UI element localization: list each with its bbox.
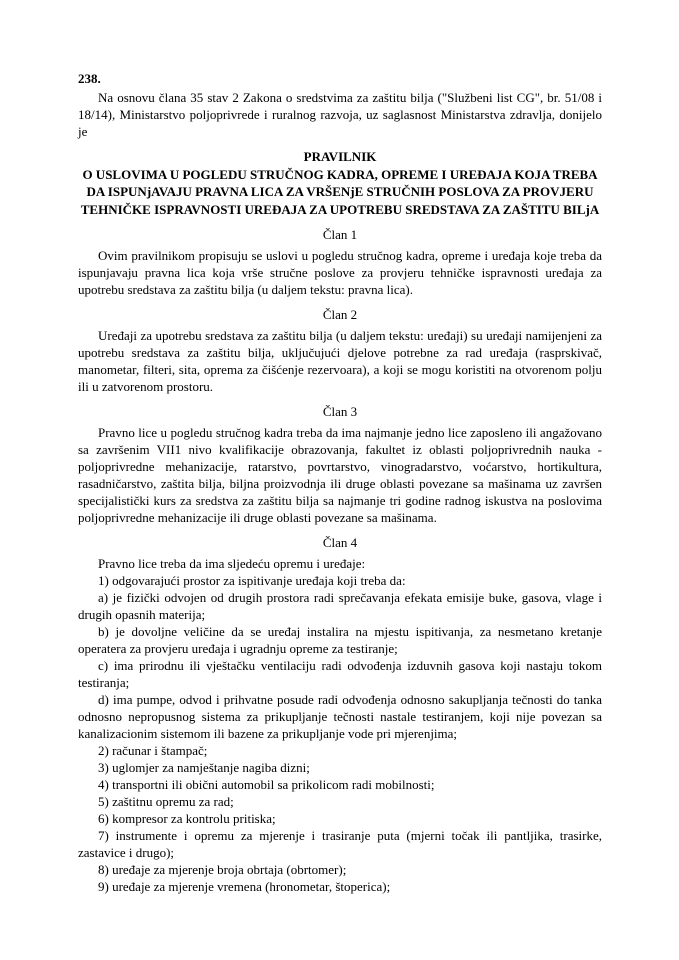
- article-paragraph: 2) računar i štampač;: [98, 743, 208, 758]
- document-sections: [78, 226, 602, 895]
- article-paragraph: 4) transportni ili obični automobil sa prikolicom radi mobilnosti;: [98, 777, 435, 792]
- article-paragraph: Pravno lice u pogledu stručnog kadra treba da ima najmanje jedno lice zaposleno ili angažovano sa završenim VII1 nivo kvalifikacije obrazovanja, fakultet iz oblasti poljoprivrednih nauka - poljoprivredne mehanizacije, ratarstvo, povrtarstvo, vinogradarstvo, voćarstvo, hortikultura, rasadničarstvo, zaštita bilja, biljna proizvodnja ili druge oblasti povezane sa mašinama uz završen specijalistički kurs za sredstva za zaštitu bilja sa najmanje tri godine radnog iskustva na poslovima poljoprivredne mehanizacije ili druge oblasti povezane sa mašinama.: [78, 425, 602, 525]
- title-line-pravilnik: PRAVILNIK: [303, 149, 377, 164]
- article-paragraph: 3) uglomjer za namještanje nagiba dizni;: [98, 760, 310, 775]
- article-paragraph: Uređaji za upotrebu sredstava za zaštitu bilja (u daljem tekstu: uređaji) su uređaji namijenjeni za upotrebu sredstava za zaštitu bilja, uključujući djelove potrebne za rad uređaja (rasprskivač, manometar, filteri, sita, oprema za čišćenje rezervoara), a koji se mogu koristiti na otvorenom polju ili u zatvorenom prostoru.: [78, 328, 602, 394]
- article-paragraph: a) je fizički odvojen od drugih prostora radi sprečavanja efekata emisije buke, gasova, vlage i drugih opasnih materija;: [78, 590, 602, 622]
- article-paragraph: 8) uređaje za mjerenje broja obrtaja (obrtomer);: [98, 862, 347, 877]
- article-paragraph: Ovim pravilnikom propisuju se uslovi u pogledu stručnog kadra, opreme i uređaja koje treba da ispunjavaju pravna lica koja vrše stručne poslove za provjeru tehničke ispravnosti uređaja za upotrebu sredstava za zaštitu bilja (u daljem tekstu: pravna lica).: [78, 248, 602, 297]
- intro-paragraph: Na osnovu člana 35 stav 2 Zakona o sredstvima za zaštitu bilja ("Službeni list CG", br. 51/08 i 18/14), Ministarstvo poljoprivrede i ruralnog razvoja, uz saglasnost Ministarstva zdravlja, donijelo je: [78, 90, 602, 139]
- article-paragraph: d) ima pumpe, odvod i prihvatne posude radi odvođenja odnosno sakupljanja tečnosti do tanka odnosno nepropusnog sistema za prikupljanje tečnosti nastale testiranjem, koji nije povezan sa kanalizacionim sistemom ili bazene za prikupljanje vode pri mjerenjima;: [78, 692, 602, 741]
- document-number: 238.: [78, 71, 101, 86]
- article-paragraph: b) je dovoljne veličine da se uređaj instalira na mjestu ispitivanja, za nesmetano kretanje operatera za provjeru uređaja i ugradnju opreme za testiranje;: [78, 624, 602, 656]
- article-paragraph: 6) kompresor za kontrolu pritiska;: [98, 811, 276, 826]
- article-paragraph: 7) instrumente i opremu za mjerenje i trasiranje puta (mjerni točak ili pantljika, trasirke, zastavice i drugo);: [78, 828, 602, 860]
- article-paragraph: c) ima prirodnu ili vještačku ventilaciju radi odvođenja izduvnih gasova koji nastaju tokom testiranja;: [78, 658, 602, 690]
- article-heading: Član 1: [322, 227, 358, 242]
- article-paragraph: 5) zaštitnu opremu za rad;: [98, 794, 234, 809]
- article-heading: Član 3: [322, 404, 358, 419]
- title-subject: O USLOVIMA U POGLEDU STRUČNOG KADRA, OPREME I UREĐAJA KOJA TREBA DA ISPUNjAVAJU PRAVNA LICA ZA VRŠENjE STRUČNIH POSLOVA ZA PROVJERU TEHNIČKE ISPRAVNOSTI UREĐAJA ZA UPOTREBU SREDSTAVA ZA ZAŠTITU BILjA: [80, 166, 600, 217]
- article-heading: Član 2: [322, 307, 358, 322]
- article-paragraph: Pravno lice treba da ima sljedeću opremu i uređaje:: [98, 556, 366, 571]
- article-paragraph: 9) uređaje za mjerenje vremena (hronometar, štoperica);: [98, 879, 391, 894]
- document-title: [78, 148, 602, 218]
- article-paragraph: 1) odgovarajući prostor za ispitivanje uređaja koji treba da:: [98, 573, 406, 588]
- article-heading: Član 4: [322, 535, 358, 550]
